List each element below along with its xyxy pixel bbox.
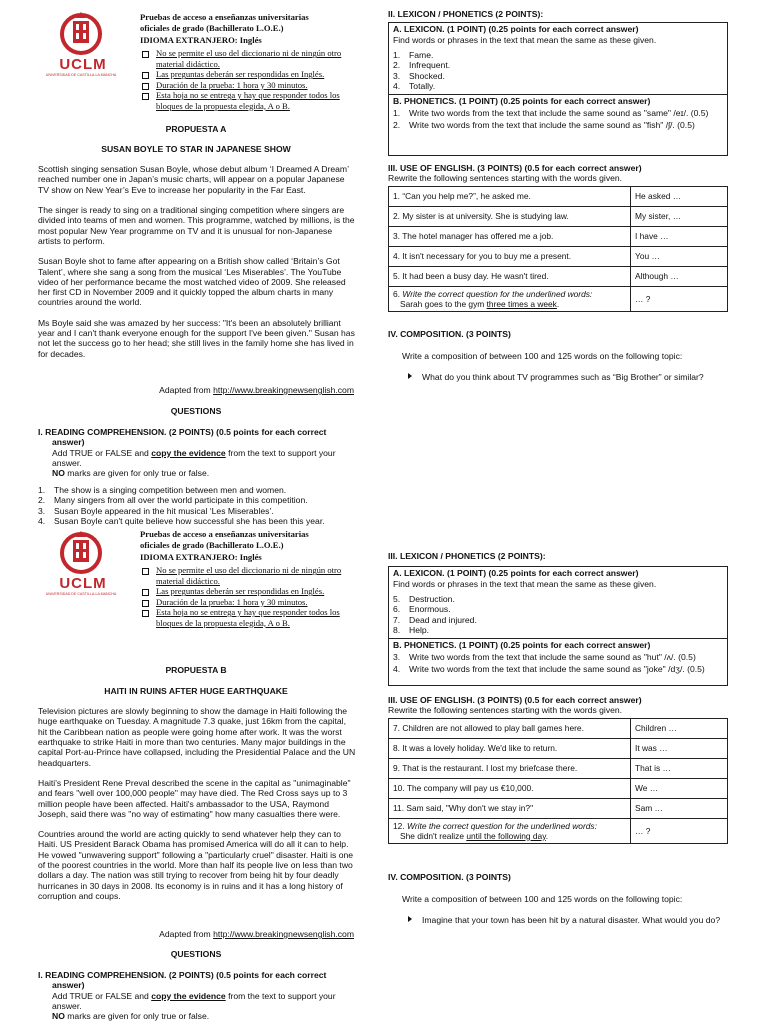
lexicon-list xyxy=(393,50,723,92)
adapted-from-b xyxy=(38,929,354,939)
exam-title-line1: Pruebas de acceso a enseñanzas universitarias xyxy=(140,529,309,539)
list-item: 1. The show is a singing competition between men and women. xyxy=(38,484,287,495)
rule-item: Esta hoja no se entrega y hay que responder todos los bloques de la propuesta elegida, A o B. xyxy=(140,90,360,111)
adapted-from-a xyxy=(38,385,354,395)
table-row: 2. My sister is at university. She is studying law. My sister, … xyxy=(389,206,728,226)
article-paragraph: The singer is ready to sing on a traditional singing competition where singers are divided into teams of men and women. This programme, watched by millions, is the most popular New Year programme on TV and it is unusual for non-Japanese artists to perform. xyxy=(38,204,355,246)
use-of-english-a xyxy=(388,163,728,312)
exam-title-line2: oficiales de grado (Bachillerato L.O.E.) xyxy=(140,539,284,550)
rule-item: Duración de la prueba: 1 hora y 30 minutos. xyxy=(140,597,360,607)
table-row: 9. That is the restaurant. I lost my briefcase there. That is … xyxy=(389,758,728,778)
comp-instr: Write a composition of between 100 and 125 words on the following topic: xyxy=(402,894,683,905)
rc-title: I. READING COMPREHENSION. (2 POINTS) (0.5 points for each correct answer) xyxy=(38,427,327,448)
article-paragraph: Haiti's President Rene Preval described the scene in the capital as "unimaginable" and fears "well over 100,000 people" may have died. The Red Cross says up to 3 million people have been affected. Haiti's ambassador to the USA, Raymond Joseph, said there was "no way of estimating" how many casualties there were. xyxy=(38,777,351,819)
rc-instr: from the text to support your answer. xyxy=(52,447,336,468)
use-table xyxy=(388,718,728,844)
phonetics-title: B. PHONETICS. (1 POINT) (0.25 points for each correct answer) xyxy=(393,95,651,106)
composition-b xyxy=(388,872,728,925)
rc-instr: Add TRUE or FALSE and xyxy=(52,990,152,1001)
list-item: 2. Infrequent. xyxy=(393,60,451,71)
exam-title-line2: oficiales de grado (Bachillerato L.O.E.) xyxy=(140,22,284,33)
adapted-prefix: Adapted from xyxy=(159,385,214,395)
list-item: 3. Susan Boyle appeared in the hit musical ‘Les Miserables’. xyxy=(38,505,274,516)
logo-text: UCLM xyxy=(59,56,107,73)
table-row: 1. “Can you help me?”, he asked me. He asked … xyxy=(389,186,728,206)
list-item: 5. Destruction. xyxy=(393,593,455,604)
list-item: 2. Write two words from the text that include the same sound as "fish" /ʃ/. (0.5) xyxy=(393,120,695,131)
lexicon-list xyxy=(393,594,723,636)
rc-instr: from the text to support your answer. xyxy=(52,990,336,1011)
lexicon-section-a: II. LEXICON / PHONETICS (2 POINTS): xyxy=(388,9,544,19)
list-item: 7. Dead and injured. xyxy=(393,614,477,625)
list-item: 3. Shocked. xyxy=(393,70,445,81)
lexicon-box-a xyxy=(388,22,728,156)
article-a xyxy=(38,164,356,359)
exam-rules xyxy=(140,48,360,111)
article-paragraph: Ms Boyle said she was amazed by her success: "It's been an absolutely brilliant year and I can't thank everyone enough for the support I've been given." Susan has not let the success go to her head; she still lives in the family home she has lived in for decades. xyxy=(38,317,355,359)
table-row: 6. Write the correct question for the underlined words: Sarah goes to the gym three times a week. … ? xyxy=(389,286,728,311)
list-item: 1. Fame. xyxy=(393,49,434,60)
lexicon-section-b: III. LEXICON / PHONETICS (2 POINTS): xyxy=(388,551,546,561)
propuesta-a-headline: SUSAN BOYLE TO STAR IN JAPANESE SHOW xyxy=(101,144,291,154)
rc-instr-emphasis: copy the evidence xyxy=(151,447,226,458)
table-row: 12. Write the correct question for the underlined words: She didn't realize until the following day. … ? xyxy=(389,818,728,843)
use-title: III. USE OF ENGLISH. (3 POINTS) (0.5 for each correct answer) xyxy=(388,695,642,705)
rc-instr: Add TRUE or FALSE and xyxy=(52,447,152,458)
list-item: 2. Many singers from all over the world participate in this competition. xyxy=(38,495,308,506)
phonetics-list xyxy=(393,652,723,675)
phonetics-list xyxy=(393,108,723,131)
rule-item: Las preguntas deberán ser respondidas en Inglés. xyxy=(140,69,360,79)
reading-comprehension-b xyxy=(38,970,356,1022)
lexicon-instr: Find words or phrases in the text that mean the same as these given. xyxy=(393,579,657,590)
rule-item: No se permite el uso del diccionario ni de ningún otro material didáctico. xyxy=(140,565,360,586)
logo-text: UCLM xyxy=(59,575,107,592)
exam-title-line1: Pruebas de acceso a enseñanzas universitarias xyxy=(140,12,309,22)
logo-caption: UNIVERSIDAD DE CASTILLA-LA MANCHA xyxy=(45,73,117,77)
table-row: 8. It was a lovely holiday. We'd like to return. It was … xyxy=(389,738,728,758)
article-paragraph: Television pictures are slowly beginning to show the damage in Haiti following the huge earthquake on Tuesday. A magnitude 7.3 quake, just 16km from the capital, hit the Caribbean nation as people were going home after work. It was the worst earthquake to strike Haiti in more than two centuries. Many major buildings in the capital Port-au-Prince have collapsed, including the Presidential Palace and the UN headquarters. xyxy=(38,706,356,768)
rule-item: No se permite el uso del diccionario ni de ningún otro material didáctico. xyxy=(140,48,360,69)
article-b xyxy=(38,706,356,901)
rc-no-rest: marks are given for only true or false. xyxy=(64,1011,210,1022)
propuesta-a-label: PROPUESTA A xyxy=(165,124,227,134)
rc-no-rest: marks are given for only true or false. xyxy=(64,468,210,479)
adapted-prefix: Adapted from xyxy=(159,929,214,939)
source-link[interactable]: http://www.breakingnewsenglish.com xyxy=(213,385,354,395)
list-item: 8. Help. xyxy=(393,625,430,636)
rc-title: I. READING COMPREHENSION. (2 POINTS) (0.5 points for each correct answer) xyxy=(38,970,327,991)
comp-title: IV. COMPOSITION. (3 POINTS) xyxy=(388,872,511,882)
rc-list xyxy=(38,485,356,527)
comp-title: IV. COMPOSITION. (3 POINTS) xyxy=(388,329,511,339)
composition-a xyxy=(388,329,728,382)
lexicon-box-b xyxy=(388,566,728,686)
comp-instr: Write a composition of between 100 and 125 words on the following topic: xyxy=(402,351,683,362)
comp-topic: What do you think about TV programmes such as “Big Brother” or similar? xyxy=(388,372,728,382)
exam-rules xyxy=(140,565,360,628)
reading-comprehension-a xyxy=(38,427,356,527)
comp-topic: Imagine that your town has been hit by a natural disaster. What would you do? xyxy=(388,915,728,925)
arrow-icon xyxy=(408,916,412,922)
list-item: 4. Susan Boyle can't quite believe how successful she has been this year. xyxy=(38,516,325,527)
lexicon-instr: Find words or phrases in the text that mean the same as these given. xyxy=(393,35,657,46)
rule-item: Las preguntas deberán ser respondidas en Inglés. xyxy=(140,586,360,596)
list-item: 4. Write two words from the text that include the same sound as "joke" /dʒ/. (0.5) xyxy=(393,664,705,675)
exam-subject: IDIOMA EXTRANJERO: Inglés xyxy=(140,35,262,46)
rc-no: NO xyxy=(52,1011,65,1022)
rc-no: NO xyxy=(52,468,65,479)
table-row: 10. The company will pay us €10,000. We … xyxy=(389,778,728,798)
list-item: 1. Write two words from the text that include the same sound as "same" /eɪ/. (0.5) xyxy=(393,107,709,118)
article-paragraph: Countries around the world are acting quickly to send whatever help they can to Haiti. US President Barack Obama has promised America will do all it can to help. He vowed "unwavering support" following a "particularly cruel" disaster. Haiti is one of the poorest countries in the world. More than half its people live on less than two dollars a day. The nation was still trying to recover from being hit by four deadly hurricanes in 30 days in 2008. Its economy is in ruins and it has a long history of corruption and coups. xyxy=(38,829,354,901)
propuesta-b-label: PROPUESTA B xyxy=(165,665,227,675)
table-row: 11. Sam said, "Why don't we stay in?" Sam … xyxy=(389,798,728,818)
use-instr: Rewrite the following sentences starting with the words given. xyxy=(388,173,623,184)
list-item: 4. Totally. xyxy=(393,81,436,92)
source-link[interactable]: http://www.breakingnewsenglish.com xyxy=(213,929,354,939)
list-item: 6. Enormous. xyxy=(393,604,451,615)
list-item: 3. Write two words from the text that include the same sound as "hut" /ʌ/. (0.5) xyxy=(393,651,696,662)
propuesta-b-headline: HAITI IN RUINS AFTER HUGE EARTHQUAKE xyxy=(104,686,288,696)
logo-caption: UNIVERSIDAD DE CASTILLA-LA MANCHA xyxy=(45,592,117,596)
table-row: 3. The hotel manager has offered me a job. I have … xyxy=(389,226,728,246)
rc-instr-emphasis: copy the evidence xyxy=(151,990,226,1001)
lexicon-title: A. LEXICON. (1 POINT) (0.25 points for each correct answer) xyxy=(393,24,639,34)
article-paragraph: Susan Boyle shot to fame after appearing on a British show called ‘Britain’s Got Talent’, where she sang a song from the musical ‘Les Miserables’. The YouTube video of her performance became the most watched video of 2009. She released her first CD in November 2009 and it quickly topped the album charts in many countries around the world. xyxy=(38,256,346,308)
use-title: III. USE OF ENGLISH. (3 POINTS) (0.5 for each correct answer) xyxy=(388,163,642,173)
article-paragraph: Scottish singing sensation Susan Boyle, whose debut album ‘I Dreamed A Dream’ reached number one in Japan’s music charts, will appear on a popular Japanese TV show on New Year’s Eve to increase her popularity in the Far East. xyxy=(38,164,349,195)
questions-label-b: QUESTIONS xyxy=(170,949,222,959)
rule-item: Duración de la prueba: 1 hora y 30 minutos. xyxy=(140,80,360,90)
table-row: 7. Children are not allowed to play ball games here. Children … xyxy=(389,718,728,738)
questions-label-a: QUESTIONS xyxy=(170,406,222,416)
table-row: 4. It isn't necessary for you to buy me a present. You … xyxy=(389,246,728,266)
phonetics-title: B. PHONETICS. (1 POINT) (0.25 points for each correct answer) xyxy=(393,639,651,650)
arrow-icon xyxy=(408,373,412,379)
use-instr: Rewrite the following sentences starting with the words given. xyxy=(388,705,623,716)
rule-item: Esta hoja no se entrega y hay que responder todos los bloques de la propuesta elegida, A o B. xyxy=(140,607,360,628)
exam-subject: IDIOMA EXTRANJERO: Inglés xyxy=(140,552,262,563)
use-table xyxy=(388,186,728,312)
lexicon-title: A. LEXICON. (1 POINT) (0.25 points for each correct answer) xyxy=(393,568,639,578)
table-row: 5. It had been a busy day. He wasn't tired. Although … xyxy=(389,266,728,286)
use-of-english-b xyxy=(388,695,728,844)
